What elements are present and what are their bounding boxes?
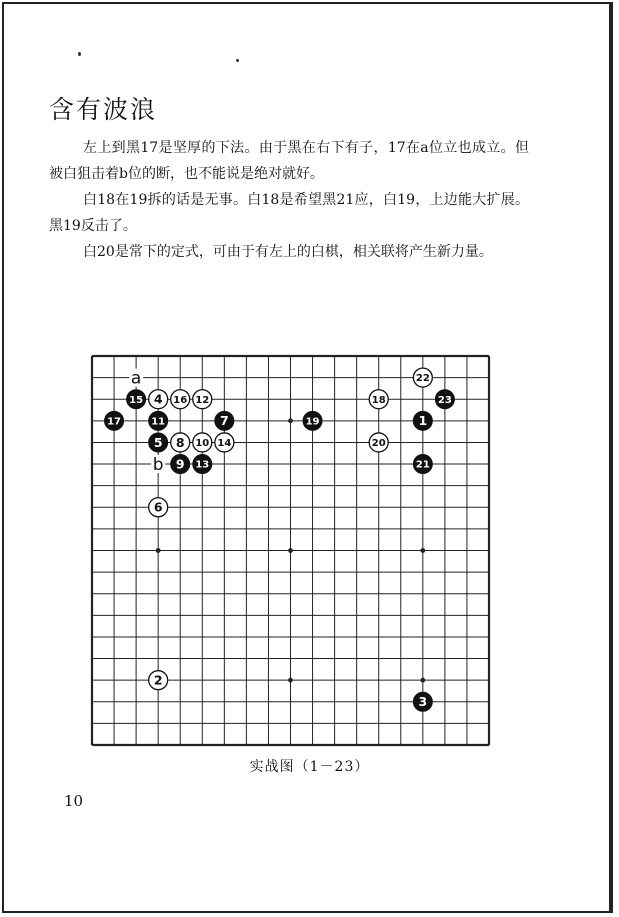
move-number: 2 [153, 672, 163, 688]
move-number: 22 [415, 373, 430, 385]
move-number: 10 [195, 438, 210, 450]
move-number: 11 [151, 416, 166, 428]
move-number: 9 [175, 456, 185, 472]
move-number: 18 [371, 394, 386, 406]
star-point [156, 548, 161, 553]
move-number: 4 [153, 391, 163, 407]
move-number: 19 [305, 416, 320, 428]
move-number: 3 [418, 694, 428, 710]
star-point [288, 548, 293, 553]
star-point [420, 678, 425, 683]
point-label: a [130, 368, 142, 389]
move-number: 14 [217, 438, 232, 450]
star-point [420, 548, 425, 553]
paragraph: 白18在19拆的话是无事。白18是希望黑21应，白19，上边能大扩展。黑19反击了。 [49, 192, 529, 234]
paragraph: 白20是常下的定式，可由于有左上的白棋，相关联将产生新力量。 [83, 244, 493, 260]
figure-caption: 实战图（1－23） [249, 759, 370, 775]
move-number: 8 [175, 434, 185, 450]
page-number: 10 [64, 792, 84, 810]
go-board-diagram [90, 354, 492, 748]
paragraph: 左上到黑17是坚厚的下法。由于黑在右下有子，17在a位立也成立。但被白狙击着b位的断，也不能说是绝对就好。 [49, 140, 529, 182]
move-number: 16 [173, 394, 188, 406]
speck-mark [236, 59, 239, 62]
move-number: 1 [418, 413, 428, 429]
speck-mark [78, 52, 81, 56]
move-number: 13 [195, 459, 210, 471]
move-number: 20 [371, 438, 386, 450]
move-number: 5 [153, 434, 163, 450]
move-number: 17 [107, 416, 122, 428]
star-point [288, 418, 293, 423]
move-number: 6 [153, 499, 163, 515]
move-number: 21 [415, 459, 430, 471]
star-point [288, 678, 293, 683]
move-number: 15 [129, 394, 144, 406]
move-number: 23 [437, 394, 452, 406]
page-title: 含有波浪 [49, 94, 158, 124]
move-number: 7 [219, 413, 229, 429]
move-number: 12 [195, 394, 210, 406]
point-label: b [152, 455, 164, 476]
